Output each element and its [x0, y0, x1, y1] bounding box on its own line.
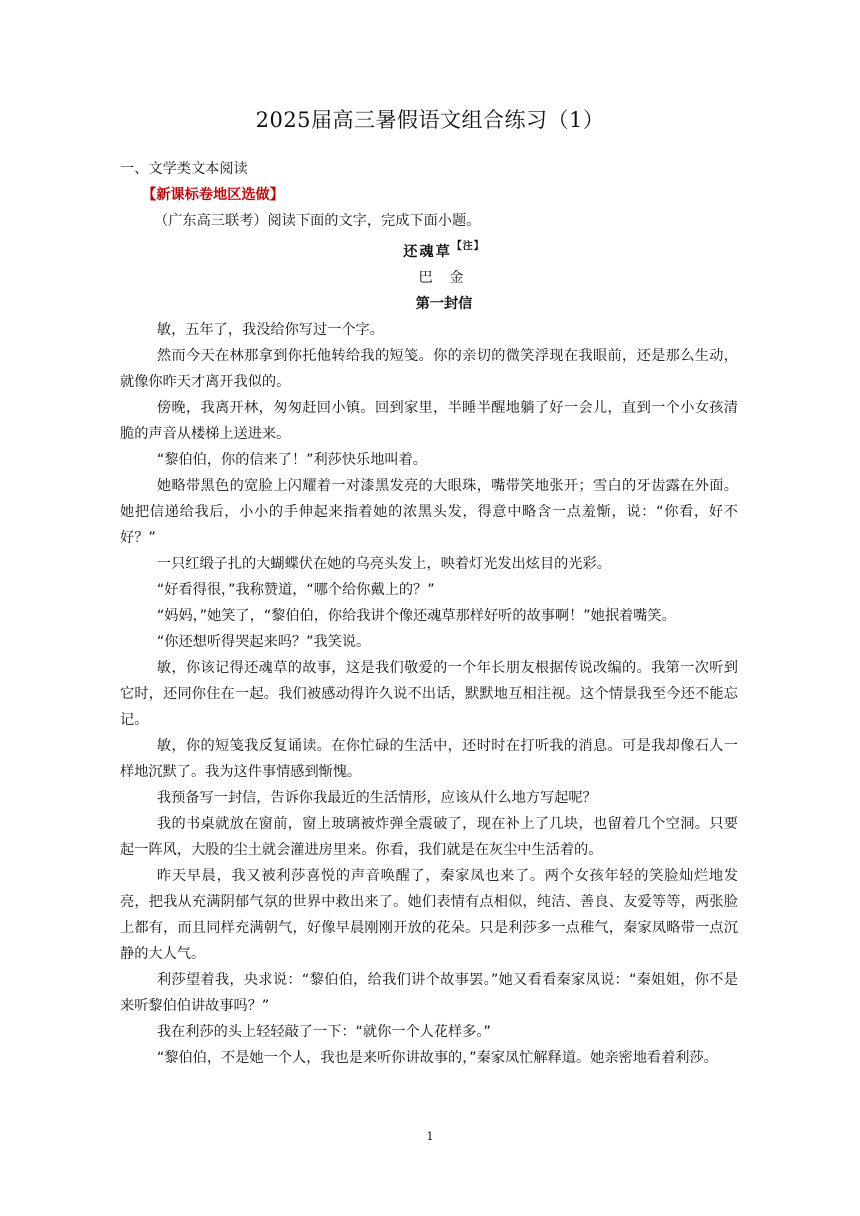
paragraph: 傍晚，我离开林，匆匆赶回小镇。回到家里，半睡半醒地躺了好一会儿，直到一个小女孩清脆的声音从楼梯上送进来。	[120, 400, 738, 442]
paragraph: 敏，五年了，我没给你写过一个字。	[156, 322, 384, 338]
paragraph: 我在利莎的头上轻轻敲了一下：“就你一个人花样多。”	[156, 1024, 491, 1040]
section-heading: 一、文学类文本阅读	[120, 161, 248, 177]
document-title: 2025届高三暑假语文组合练习（1）	[255, 108, 605, 132]
paragraph: “好看得很，”我称赞道，“哪个给你戴上的？”	[156, 582, 435, 598]
story-title-text: 还魂草	[403, 244, 452, 260]
paragraph: 一只红缎子扎的大蝴蝶伏在她的乌亮头发上，映着灯光发出炫目的光彩。	[156, 556, 611, 572]
document-body	[120, 156, 738, 1071]
story-title-note: 【注】	[451, 241, 485, 252]
paragraph: 利莎望着我，央求说：“黎伯伯，给我们讲个故事罢。”她又看看秦家凤说：“秦姐姐，你不是来听黎伯伯讲故事吗？”	[120, 972, 738, 1014]
paragraph: “妈妈，”她笑了，“黎伯伯，你给我讲个像还魂草那样好听的故事啊！”她抿着嘴笑。	[156, 608, 676, 624]
paragraph: 然而今天在林那拿到你托他转给我的短笺。你的亲切的微笑浮现在我眼前，还是那么生动，就像你昨天才离开我似的。	[120, 348, 738, 390]
region-tag: 【新课标卷地区选做】	[142, 187, 284, 203]
letter-heading: 第一封信	[415, 296, 473, 312]
paragraph: “黎伯伯，不是她一个人，我也是来听你讲故事的，”秦家凤忙解释道。她亲密地看着利莎。	[156, 1050, 718, 1066]
story-title	[120, 234, 738, 265]
paragraph: “黎伯伯，你的信来了！”利莎快乐地叫着。	[156, 452, 427, 468]
paragraph: “你还想听得哭起来吗？”我笑说。	[156, 634, 371, 650]
paragraph: 我的书桌就放在窗前，窗上玻璃被炸弹全震破了，现在补上了几块，也留着几个空洞。只要起一阵风，大股的尘土就会灌进房里来。你看，我们就是在灰尘中生活着的。	[120, 816, 738, 858]
page-number: 1	[426, 1130, 434, 1143]
paragraph: 昨天早晨，我又被利莎喜悦的声音唤醒了，秦家凤也来了。两个女孩年轻的笑脸灿烂地发亮，把我从充满阴郁气氛的世界中救出来了。她们表情有点相似，纯洁、善良、友爱等等，两张脸上都有，而且同样充满朝气，好像早晨刚刚开放的花朵。只是利莎多一点稚气，秦家凤略带一点沉静的大人气。	[120, 868, 738, 962]
paragraph: 我预备写一封信，告诉你我最近的生活情形，应该从什么地方写起呢？	[156, 790, 597, 806]
question-intro: （广东高三联考）阅读下面的文字，完成下面小题。	[154, 213, 481, 229]
paragraph: 敏，你的短笺我反复诵读。在你忙碌的生活中，还时时在打听我的消息。可是我却像石人一样地沉默了。我为这件事情感到惭愧。	[120, 738, 738, 780]
story-author: 巴 金	[418, 270, 470, 286]
paragraph: 她略带黑色的宽脸上闪耀着一对漆黑发亮的大眼珠，嘴带笑地张开；雪白的牙齿露在外面。她把信递给我后，小小的手伸起来指着她的浓黑头发，得意中略含一点羞惭，说：“你看，好不好？”	[120, 478, 738, 546]
paragraph: 敏，你该记得还魂草的故事，这是我们敬爱的一个年长朋友根据传说改编的。我第一次听到它时，还同你住在一起。我们被感动得许久说不出话，默默地互相注视。这个情景我至今还不能忘记。	[120, 660, 738, 728]
